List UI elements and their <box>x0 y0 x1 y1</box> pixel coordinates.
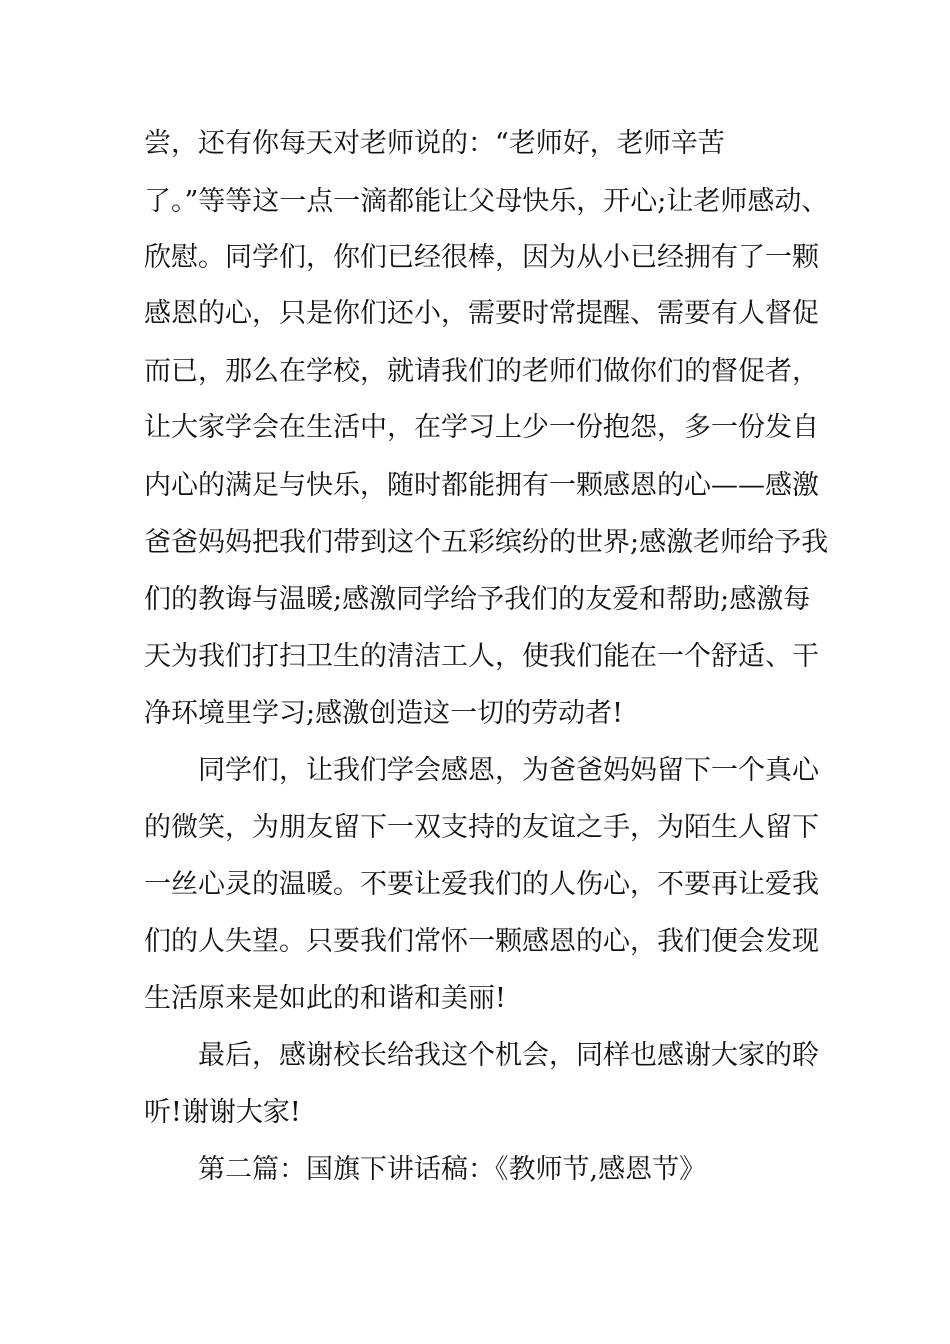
text-line: 一丝心灵的温暖。不要让爱我们的人伤心，不要再让爱我 <box>144 869 819 900</box>
text-line: 尝，还有你每天对老师说的：“老师好，老师辛苦 <box>144 128 725 159</box>
paragraph-start-line: 同学们，让我们学会感恩，为爸爸妈妈留下一个真心 <box>198 755 819 786</box>
text-line: 听!谢谢大家! <box>144 1097 301 1128</box>
text-line: 让大家学会在生活中，在学习上少一份抱怨，多一份发自 <box>144 412 819 443</box>
text-line: 生活原来是如此的和谐和美丽! <box>144 983 506 1014</box>
text-line: 而已，那么在学校，就请我们的老师们做你们的督促者， <box>144 356 819 387</box>
text-line: 天为我们打扫卫生的清洁工人，使我们能在一个舒适、干 <box>144 641 819 672</box>
text-line: 感恩的心，只是你们还小，需要时常提醒、需要有人督促 <box>144 298 819 329</box>
text-line: 了。”等等这一点一滴都能让父母快乐，开心;让老师感动、 <box>144 186 829 217</box>
text-line: 欣慰。同学们，你们已经很棒，因为从小已经拥有了一颗 <box>144 242 819 273</box>
section-heading: 第二篇：国旗下讲话稿：《教师节,感恩节》 <box>198 1154 707 1185</box>
text-line: 内心的满足与快乐，随时都能拥有一颗感恩的心——感激 <box>144 470 819 501</box>
paragraph-start-line: 最后，感谢校长给我这个机会，同样也感谢大家的聆 <box>198 1040 819 1071</box>
text-line: 们的人失望。只要我们常怀一颗感恩的心，我们便会发现 <box>144 926 819 957</box>
text-line: 们的教诲与温暖;感激同学给予我们的友爱和帮助;感激每 <box>144 584 811 615</box>
text-line: 的微笑，为朋友留下一双支持的友谊之手，为陌生人留下 <box>144 812 819 843</box>
text-line: 爸爸妈妈把我们带到这个五彩缤纷的世界;感激老师给予我 <box>144 527 829 558</box>
text-line: 净环境里学习;感激创造这一切的劳动者! <box>144 698 623 729</box>
